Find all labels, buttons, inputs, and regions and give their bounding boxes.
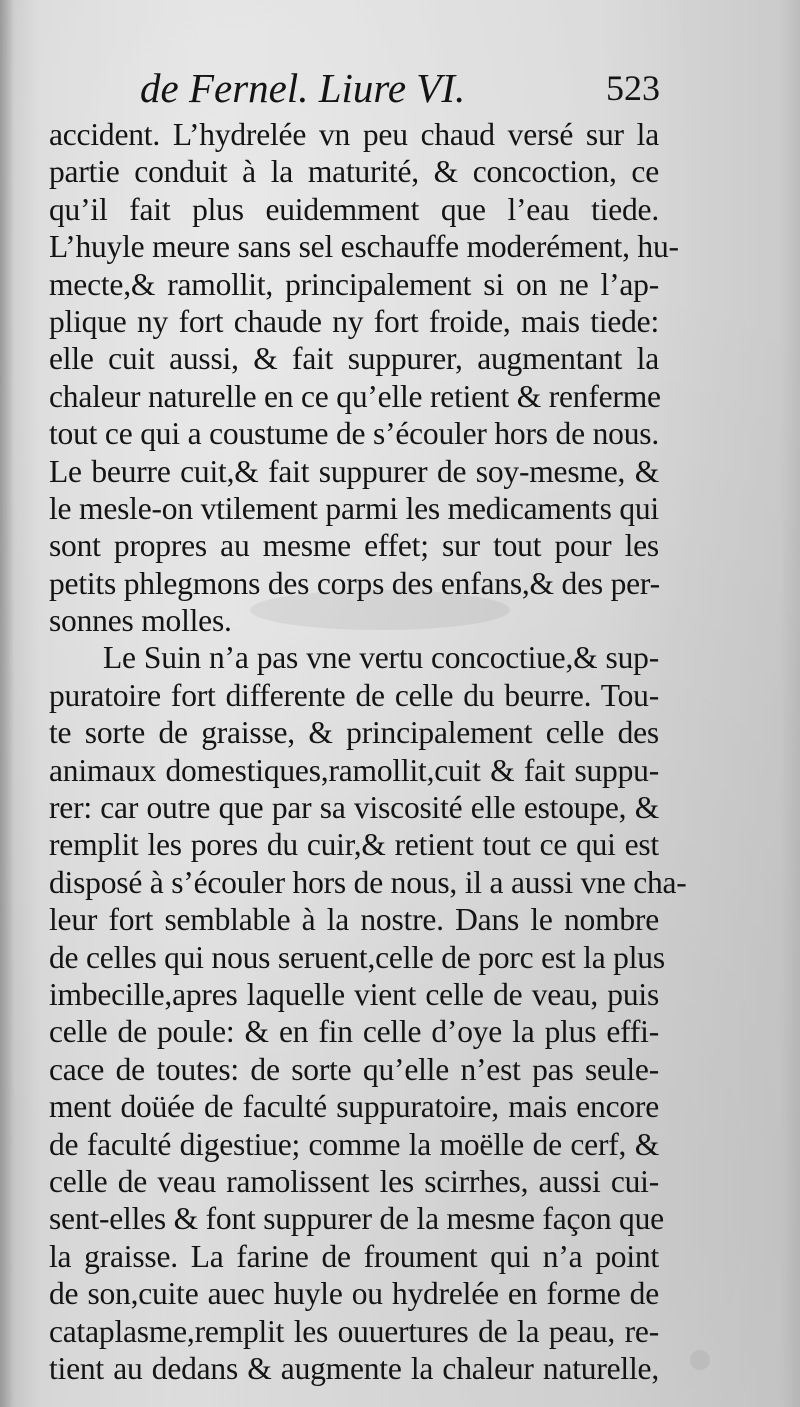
text-line: ment doüée de faculté suppuratoire, mais encore (49, 1089, 659, 1125)
text-line: remplit les pores du cuir,& retient tout ce qui est (49, 827, 659, 863)
text-line: plique ny fort chaude ny fort froide, mais tiede: (49, 303, 659, 339)
running-title: de Fernel. Liure VI. (140, 65, 466, 111)
text-line: animaux domestiques,ramollit,cuit & fait suppu- (49, 752, 659, 788)
text-line: celle de poule: & en fin celle d’oye la plus effi- (49, 1014, 659, 1050)
text-line: cace de toutes: de sorte qu’elle n’est pas seule- (49, 1051, 659, 1087)
text-line: sont propres au mesme effet; sur tout pour les (49, 528, 659, 564)
text-line: de celles qui nous seruent,celle de porc est la plus (49, 939, 665, 975)
body-text (49, 116, 687, 1387)
text-line: tout ce qui a coustume de s’écouler hors de nous. (49, 416, 659, 452)
text-line: elle cuit aussi, & fait suppurer, augmentant la (49, 341, 659, 377)
text-line: le mesle-on vtilement parmi les medicaments qui (49, 490, 659, 526)
text-line: partie conduit à la maturité, & concoction, ce (49, 154, 659, 190)
text-line: la graisse. La farine de froument qui n’a point (49, 1238, 659, 1274)
text-line: petits phlegmons des corps des enfans,& des per- (49, 565, 660, 601)
text-line: Le beurre cuit,& fait suppurer de soy-mesme, & (49, 453, 659, 489)
text-line: puratoire fort differente de celle du beurre. Tou- (49, 677, 659, 713)
text-line: de faculté digestiue; comme la moëlle de cerf, & (49, 1126, 659, 1162)
text-line: accident. L’hydrelée vn peu chaud versé sur la (49, 117, 659, 152)
paragraph-start-line: Le Suin n’a pas vne vertu concoctiue,& sup- (103, 640, 659, 676)
text-line: te sorte de graisse, & principalement celle des (49, 715, 659, 751)
text-line: sonnes molles. (49, 603, 232, 639)
text-line: rer: car outre que par sa viscosité elle estoupe, & (49, 790, 659, 826)
text-line: L’huyle meure sans sel eschauffe moderément, hu- (49, 229, 679, 265)
text-line: imbecille,apres laquelle vient celle de veau, puis (49, 976, 659, 1012)
page-number: 523 (606, 68, 660, 108)
text-line: cataplasme,remplit les ouuertures de la peau, re- (49, 1313, 659, 1349)
paper-stain (690, 1350, 710, 1370)
text-line: mecte,& ramollit, principalement si on ne l’ap- (49, 266, 659, 302)
text-line: qu’il fait plus euidemment que l’eau tiede. (49, 191, 659, 227)
text-line: disposé à s’écouler hors de nous, il a aussi vne cha- (49, 864, 687, 900)
text-line: sent-elles & font suppurer de la mesme façon que (49, 1201, 664, 1237)
text-line: leur fort semblable à la nostre. Dans le nombre (49, 902, 659, 938)
running-header (140, 58, 660, 118)
text-line: tient au dedans & augmente la chaleur naturelle, (49, 1350, 659, 1386)
text-line: chaleur naturelle en ce qu’elle retient & renferme (49, 378, 661, 414)
text-line: de son,cuite auec huyle ou hydrelée en forme de (49, 1276, 659, 1312)
text-line: celle de veau ramolissent les scirrhes, aussi cui- (49, 1163, 659, 1199)
